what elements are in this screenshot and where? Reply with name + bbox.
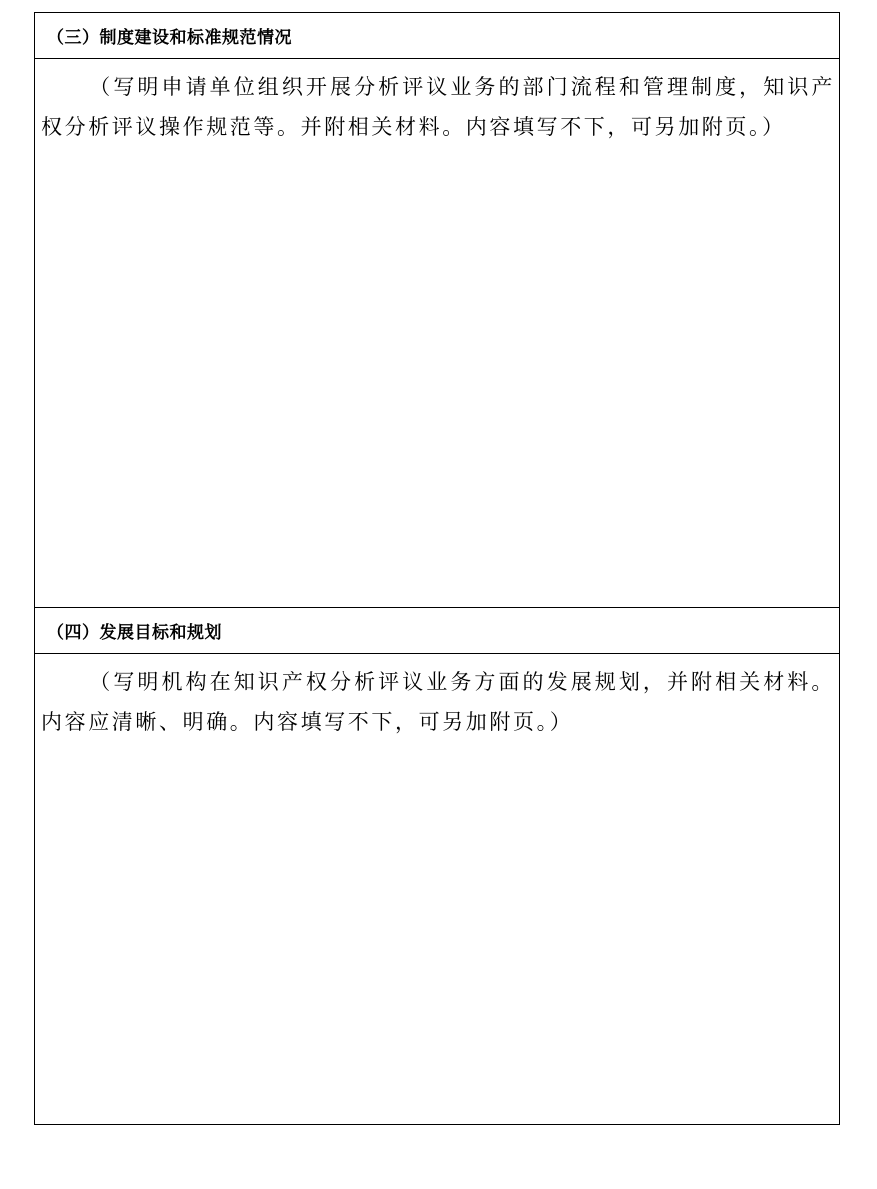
form-table (34, 12, 840, 1125)
section-instruction-3: （写明申请单位组织开展分析评议业务的部门流程和管理制度，知识产权分析评议操作规范等。并附相关材料。内容填写不下，可另加附页。） (41, 75, 835, 139)
section-instruction-4: （写明机构在知识产权分析评议业务方面的发展规划，并附相关材料。内容应清晰、明确。内容填写不下，可另加附页。） (41, 670, 835, 734)
section-body-4[interactable] (35, 654, 839, 1124)
section-body-3[interactable] (35, 59, 839, 608)
section-header-3: （三）制度建设和标准规范情况 (35, 13, 839, 59)
section-header-4: （四）发展目标和规划 (35, 608, 839, 654)
